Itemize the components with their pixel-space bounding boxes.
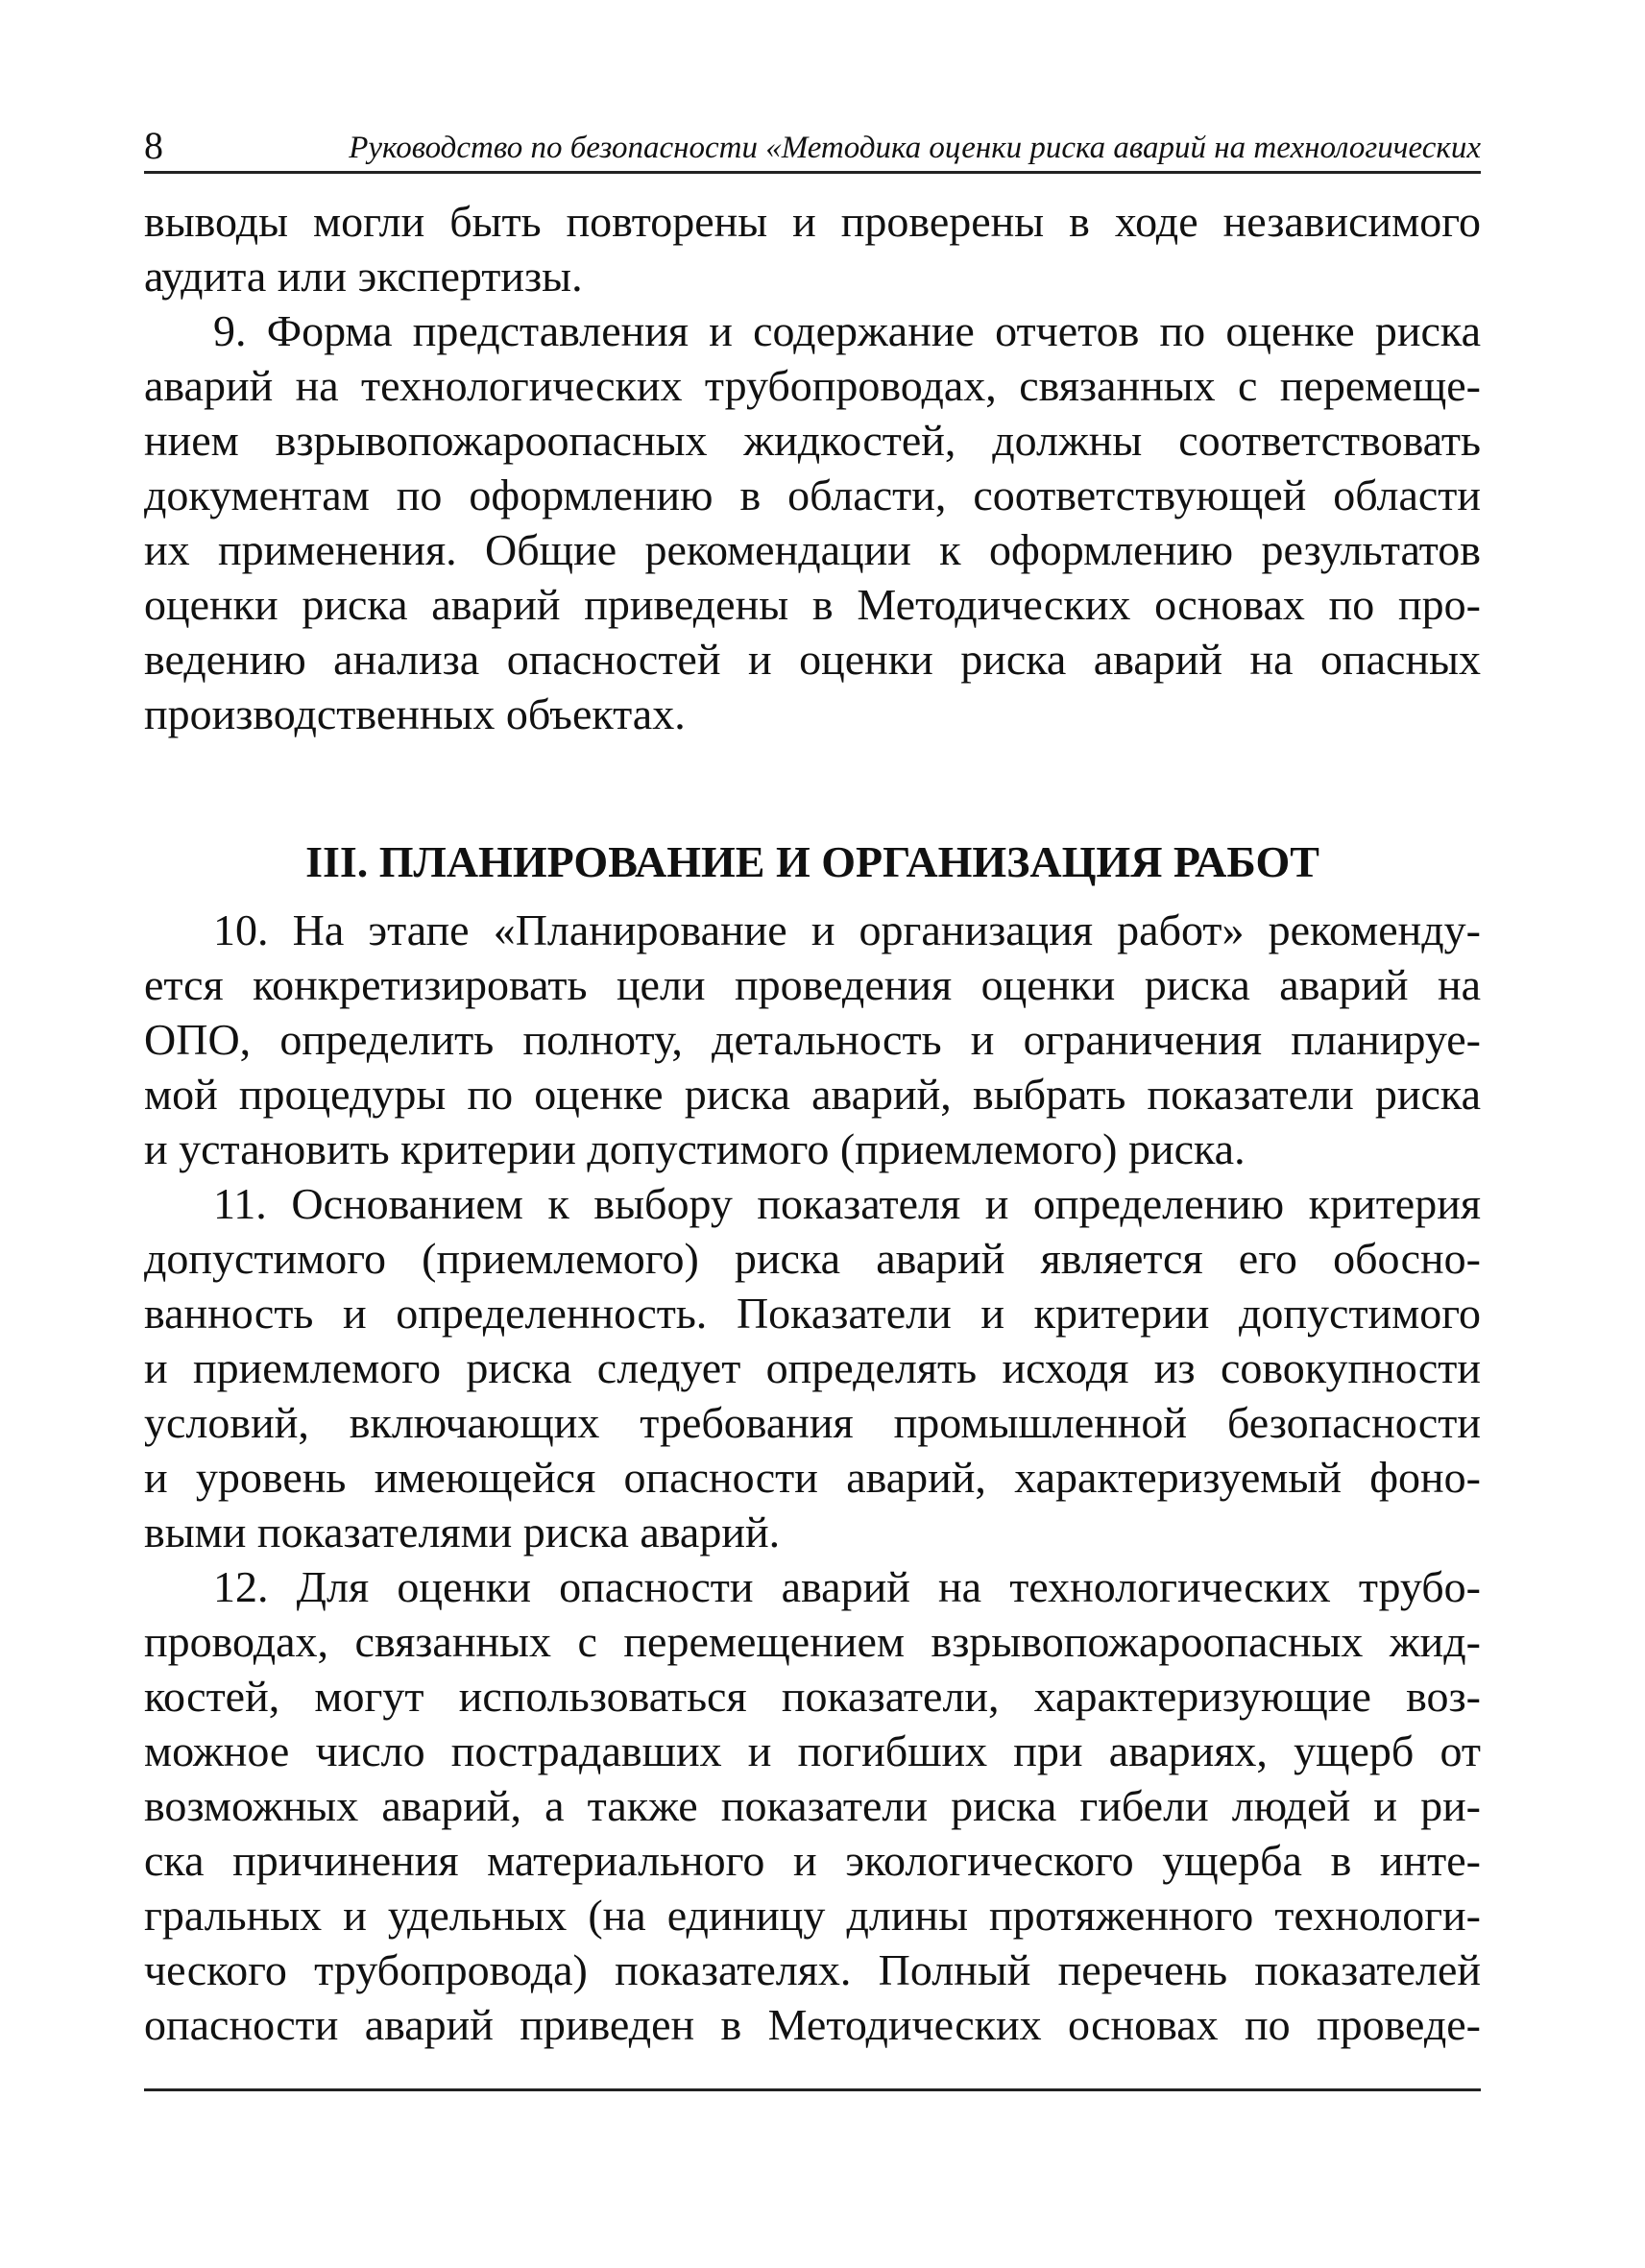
text-line: допустимого (приемлемого) риска аварий является его обосно- [144, 1234, 1481, 1283]
text-line: гральных и удельных (на единицу длины протяженного технологи- [144, 1891, 1481, 1940]
text-line: аудита или экспертизы. [144, 252, 583, 301]
text-line: ческого трубопровода) показателях. Полный перечень показателей [144, 1945, 1481, 1994]
text-line: проводах, связанных с перемещением взрывопожароопасных жид- [144, 1617, 1481, 1666]
paragraph-9 [144, 303, 1481, 741]
text-line: ОПО, определить полноту, детальность и ограничения планируе- [144, 1015, 1481, 1064]
text-line: ванность и определенность. Показатели и критерии допустимого [144, 1289, 1481, 1338]
text-line: ведению анализа опасностей и оценки риска аварий на опасных [144, 635, 1481, 684]
running-header-title: Руководство по безопасности «Методика оценки риска аварий на технологических [349, 131, 1481, 165]
text-line: документам по оформлению в области, соответствующей области [144, 470, 1481, 519]
text-line: ется конкретизировать цели проведения оценки риска аварий на [144, 960, 1481, 1009]
text-line: костей, могут использоваться показатели, характеризующие воз- [144, 1672, 1481, 1721]
text-line: ска причинения материального и экологического ущерба в инте- [144, 1836, 1481, 1885]
paragraph-10 [144, 903, 1481, 1176]
section-heading: III. ПЛАНИРОВАНИЕ И ОРГАНИЗАЦИЯ РАБОТ [305, 837, 1319, 886]
text-line: нием взрывопожароопасных жидкостей, должны соответствовать [144, 416, 1481, 465]
text-line: возможных аварий, а также показатели риска гибели людей и ри- [144, 1781, 1481, 1830]
text-line: производственных объектах. [144, 689, 686, 738]
running-header [144, 125, 1481, 174]
text-line: выми показателями риска аварий. [144, 1508, 781, 1556]
paragraph-12 [144, 1559, 1481, 2052]
text-line: 11. Основанием к выбору показателя и определению критерия [213, 1179, 1481, 1228]
text-line: аварий на технологических трубопроводах, связанных с перемеще- [144, 361, 1481, 410]
text-line: мой процедуры по оценке риска аварий, выбрать показатели риска [144, 1070, 1481, 1119]
text-line: 12. Для оценки опасности аварий на технологических трубо- [213, 1562, 1481, 1611]
text-line: опасности аварий приведен в Методических основах по проведе- [144, 2000, 1481, 2049]
text-line: 10. На этапе «Планирование и организация работ» рекоменду- [213, 905, 1481, 954]
text-line: их применения. Общие рекомендации к оформлению результатов [144, 525, 1481, 574]
text-line: выводы могли быть повторены и проверены в ходе независимого [144, 197, 1481, 246]
text-line: условий, включающих требования промышленной безопасности [144, 1398, 1481, 1447]
page-number: 8 [144, 124, 163, 167]
text-line: 9. Форма представления и содержание отчетов по оценке риска [213, 306, 1481, 355]
text-line: и уровень имеющейся опасности аварий, характеризуемый фоно- [144, 1453, 1481, 1502]
text-line: оценки риска аварий приведены в Методических основах по про- [144, 580, 1481, 629]
paragraph-11 [144, 1176, 1481, 1559]
text-line: можное число пострадавших и погибших при авариях, ущерб от [144, 1726, 1481, 1775]
text-line: и приемлемого риска следует определять исходя из совокупности [144, 1343, 1481, 1392]
paragraph-continuation [144, 194, 1481, 303]
text-line: и установить критерии допустимого (приемлемого) риска. [144, 1124, 1246, 1173]
footer-rule [144, 2088, 1481, 2091]
body-text [144, 194, 1481, 2052]
